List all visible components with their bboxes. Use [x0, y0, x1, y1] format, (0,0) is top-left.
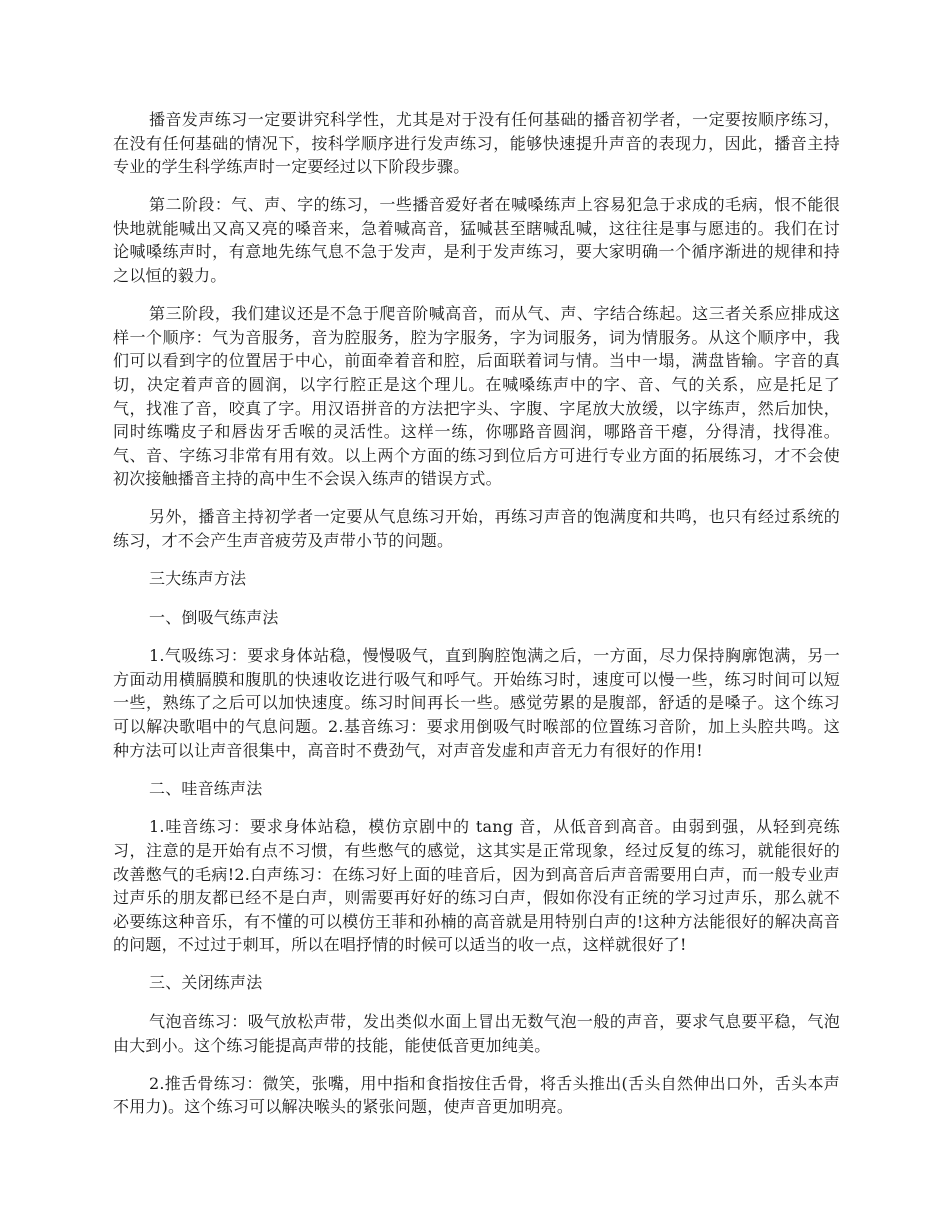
paragraph-reverse-breath: 1.气吸练习：要求身体站稳，慢慢吸气，直到胸腔饱满之后，一方面，尽力保持胸廓饱满，另一方面动用横膈膜和腹肌的快速收讫进行吸气和呼气。开始练习时，速度可以慢一些，练习时间可以短一些，熟练了之后可以加快速度。练习时间再长一些。感觉劳累的是腹部，舒适的是嗓子。这个练习可以解决歌唱中的气息问题。2.基音练习：要求用倒吸气时喉部的位置练习音阶，加上头腔共鸣。这种方法可以让声音很集中，高音时不费劲气，对声音发虚和声音无力有很好的作用! — [113, 646, 840, 760]
paragraph-stage-three: 第三阶段，我们建议还是不急于爬音阶喊高音，而从气、声、字结合练起。这三者关系应排成这样一个顺序：气为音服务，音为腔服务，腔为字服务，字为词服务，词为情服务。从这个顺序中，我们可以看到字的位置居于中心，前面牵着音和腔，后面联着词与情。当中一塌，满盘皆输。字音的真切，决定着声音的圆润，以字行腔正是这个理儿。在喊嗓练声中的字、音、气的关系，应是托足了气，找准了音，咬真了字。用汉语拼音的方法把字头、字腹、字尾放大放缓，以字练声，然后加快，同时练嘴皮子和唇齿牙舌喉的灵活性。这样一练，你哪路音圆润，哪路音干瘪，分得清，找得准。气、音、字练习非常有用有效。以上两个方面的练习到位后方可进行专业方面的拓展练习，才不会使初次接触播音主持的高中生不会误入练声的错误方式。 — [113, 304, 840, 489]
document-body — [113, 108, 840, 1133]
paragraph-stage-two: 第二阶段：气、声、字的练习，一些播音爱好者在喊嗓练声上容易犯急于求成的毛病，恨不能很快地就能喊出又高又亮的嗓音来，急着喊高音，猛喊甚至瞎喊乱喊，这往往是事与愿违的。我们在讨论喊嗓练声时，有意地先练气息不急于发声，是利于发声练习，要大家明确一个循序渐进的规律和持之以恒的毅力。 — [113, 195, 840, 286]
subheading-closed-method: 三、关闭练声法 — [149, 973, 263, 993]
paragraph-wa-sound: 1.哇音练习：要求身体站稳，模仿京剧中的 tang 音，从低音到高音。由弱到强，从轻到亮练习，注意的是开始有点不习惯，有些憋气的感觉，这其实是正常现象，经过反复的练习，就能很好的改善憋气的毛病!2.白声练习：在练习好上面的哇音后，因为到高音后声音需要用白声，而一般专业声过声乐的朋友都已经不是白声，则需要再好好的练习白声，假如你没有正统的学习过声乐，那么就不必要练这种音乐，有不懂的可以模仿王菲和孙楠的高音就是用特别白声的!这种方法能很好的解决高音的问题，不过过于刺耳，所以在唱抒情的时候可以适当的收一点，这样就很好了! — [113, 817, 840, 955]
section-heading-methods: 三大练声方法 — [149, 569, 247, 589]
paragraph-tongue-bone: 2.推舌骨练习：微笑，张嘴，用中指和食指按住舌骨，将舌头推出(舌头自然伸出口外，舌头本声不用力)。这个练习可以解决喉头的紧张问题，使声音更加明亮。 — [113, 1073, 840, 1117]
subheading-wa-sound: 二、哇音练声法 — [149, 778, 263, 798]
paragraph-breath-advice: 另外，播音主持初学者一定要从气息练习开始，再练习声音的饱满度和共鸣，也只有经过系统的练习，才不会产生声音疲劳及声带小节的问题。 — [113, 507, 840, 550]
subheading-reverse-breath: 一、倒吸气练声法 — [149, 607, 279, 627]
paragraph-intro: 播音发声练习一定要讲究科学性，尤其是对于没有任何基础的播音初学者，一定要按顺序练习，在没有任何基础的情况下，按科学顺序进行发声练习，能够快速提升声音的表现力，因此，播音主持专业的学生科学练声时一定要经过以下阶段步骤。 — [113, 110, 840, 177]
paragraph-bubble-sound: 气泡音练习：吸气放松声带，发出类似水面上冒出无数气泡一般的声音，要求气息要平稳，气泡由大到小。这个练习能提高声带的技能，能使低音更加纯美。 — [113, 1012, 840, 1055]
